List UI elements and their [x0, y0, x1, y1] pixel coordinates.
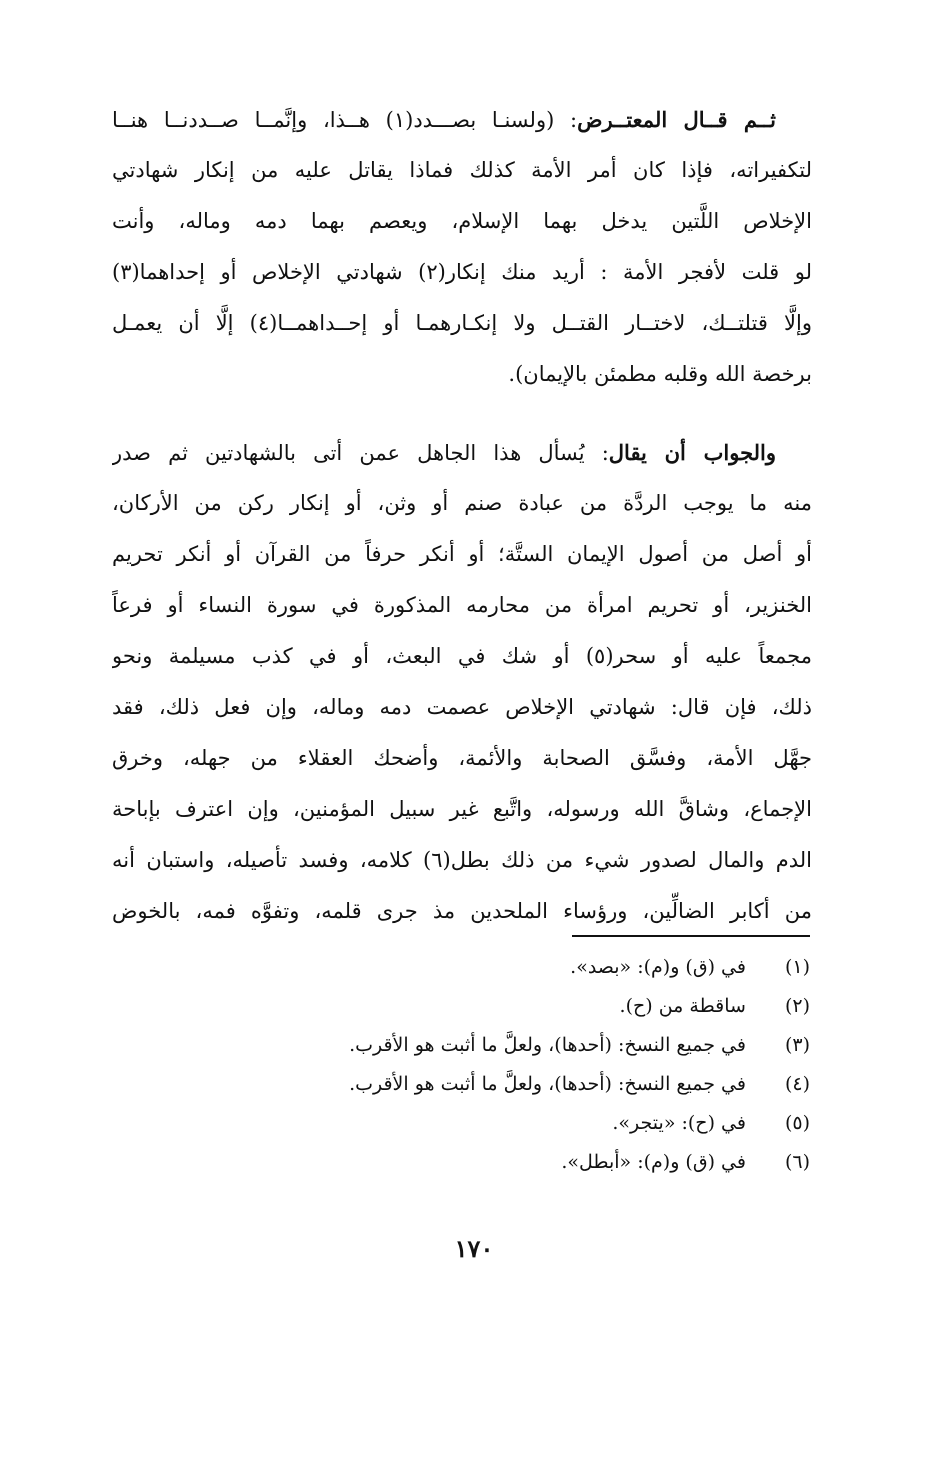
- footnote: [112, 1143, 810, 1182]
- paragraph-line: الإخلاص اللَّتين يدخل بهما الإسلام، ويعصم بهما دمه وماله، وأنت: [112, 209, 812, 233]
- paragraph-line: لتكفيراته، فإذا كان أمر الأمة كذلك فماذا يقاتل عليه من إنكار شهادتي: [112, 158, 812, 182]
- paragraph-line: الخنزير، أو تحريم امرأة من محارمه المذكورة في سورة النساء أو فرعاً: [112, 593, 812, 617]
- paragraph-line: مجمعاً عليه أو سحر(٥) أو شك في البعث، أو في كذب مسيلمة ونحو: [112, 644, 812, 668]
- footnote-text: ساقطة من (ح).: [619, 995, 746, 1017]
- footnote-separator: [572, 935, 810, 937]
- footnote-number: (٥): [784, 1112, 810, 1134]
- paragraph-line: أو أصل من أصول الإيمان الستَّة؛ أو أنكر حرفاً من القرآن أو أنكر تحريم: [112, 542, 812, 566]
- footnote-text: في (ق) و(م): «أبطل».: [561, 1151, 746, 1173]
- paragraph-objection: [112, 94, 812, 400]
- page-number: ١٧٠: [454, 1234, 494, 1263]
- paragraph-answer: [112, 427, 812, 937]
- footnote-number: (١): [784, 956, 810, 978]
- footnote: [112, 1065, 810, 1104]
- footnote: [112, 948, 810, 987]
- paragraph-line: منه ما يوجب الردَّة من عبادة صنم أو وثن، أو إنكار ركن من الأركان،: [112, 491, 812, 515]
- paragraph-lead: والجواب أن يقال: [608, 440, 777, 465]
- footnote-number: (٢): [784, 995, 810, 1017]
- paragraph-line: ذلك، فإن قال: شهادتي الإخلاص عصمت دمه وماله، وإن فعل ذلك، فقد: [112, 695, 812, 719]
- footnotes: [112, 948, 810, 1182]
- footnote: [112, 1104, 810, 1143]
- paragraph-line: والجواب أن يقال: يُسأل هذا الجاهل عمن أتى بالشهادتين ثم صدر: [112, 440, 777, 465]
- footnote-number: (٦): [784, 1151, 810, 1173]
- paragraph-lead: ثــم قــال المعتــرض: [577, 107, 776, 132]
- paragraph-line: جهَّل الأمة، وفسَّق الصحابة والأئمة، وأضحك العقلاء من جهله، وخرق: [112, 746, 812, 770]
- paragraph-line: برخصة الله وقلبه مطمئن بالإيمان).: [508, 362, 812, 386]
- footnote-text: في (ح): «يتجر».: [612, 1112, 746, 1134]
- footnote-text: في جميع النسخ: (أحدها)، ولعلَّ ما أثبت هو الأقرب.: [349, 1073, 746, 1095]
- footnote-number: (٤): [784, 1073, 810, 1095]
- paragraph-line: ثــم قــال المعتــرض: (ولسنـا بصـــدد(١) هــذا، وإنَّمــا صــددنــا هنــا: [112, 107, 776, 132]
- footnote: [112, 987, 810, 1026]
- footnote: [112, 1026, 810, 1065]
- paragraph-line: وإلَّا قتلتــك، لاختــار القتــل ولا إنكـارهمـا أو إحــداهمــا(٤) إلَّا أن يعمـل: [112, 311, 812, 335]
- paragraph-line: من أكابر الضالِّين، ورؤساء الملحدين مذ جرى قلمه، وتفوَّه فمه، بالخوض: [112, 899, 812, 923]
- footnote-text: في جميع النسخ: (أحدها)، ولعلَّ ما أثبت هو الأقرب.: [349, 1034, 746, 1056]
- footnote-text: في (ق) و(م): «بصد».: [570, 956, 746, 978]
- paragraph-line: الدم والمال لصدور شيء من ذلك بطل(٦) كلامه، وفسد تأصيله، واستبان أنه: [112, 848, 812, 872]
- paragraph-line: الإجماع، وشاقَّ الله ورسوله، واتَّبع غير سبيل المؤمنين، وإن اعترف بإباحة: [112, 797, 812, 821]
- footnote-number: (٣): [784, 1034, 810, 1056]
- paragraph-line: لو قلت لأفجر الأمة : أريد منك إنكار(٢) شهادتي الإخلاص أو إحداهما(٣): [112, 260, 812, 284]
